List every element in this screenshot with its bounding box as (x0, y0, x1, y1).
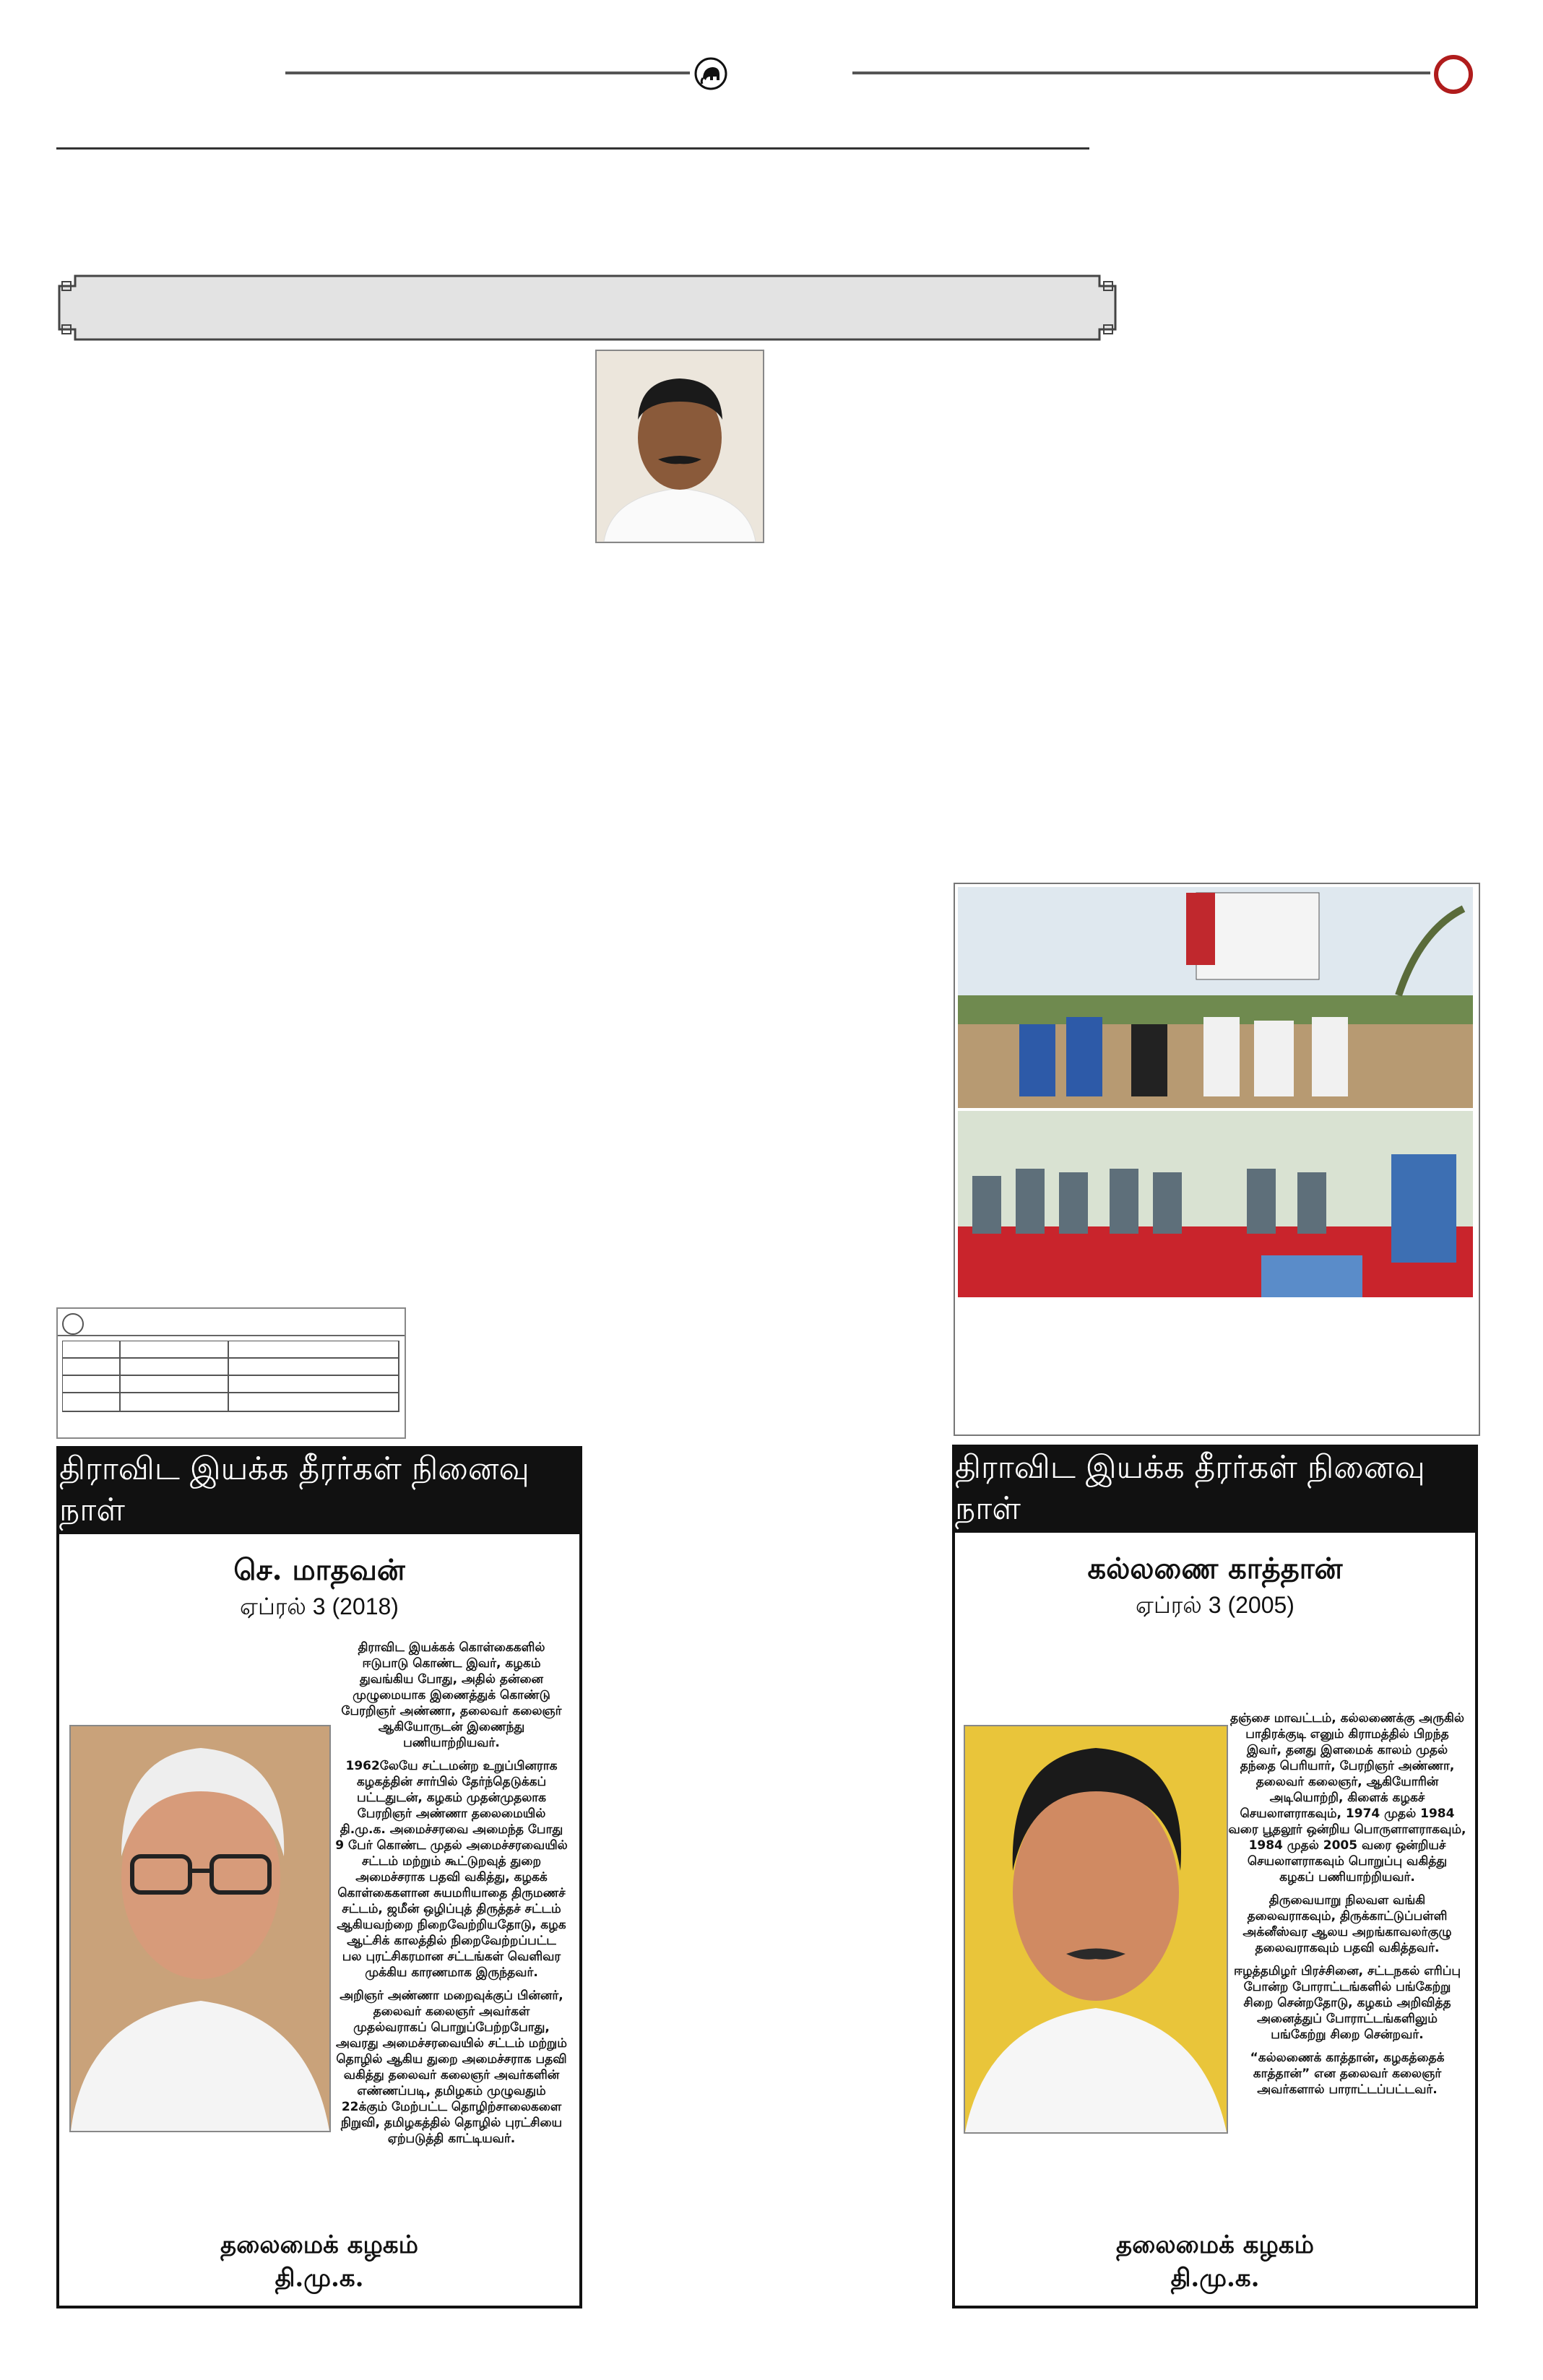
data-table-box (56, 1307, 406, 1439)
banner-frame (56, 273, 1118, 342)
person-name: கல்லணை காத்தான் (1087, 1552, 1343, 1585)
header-rule-right (852, 72, 1430, 74)
section-rule (56, 147, 1089, 150)
bio-paragraph: 1962லேயே சட்டமன்ற உறுப்பினராக கழகத்தின் சார்பில் தேர்ந்தெடுக்கப் பட்டதுடன், கழகம் முதன்முதலாக பேரறிஞர் அண்ணா தலைமையில் தி.மு.க. அமைச்சரவை அமைந்த போது 9 பேர் கொண்ட முதல் அமைச்சரவையில் சட்டம் மற்றும் கூட்டுறவுத் துறை அமைச்சராக பதவி வகித்து, கழகக் கொள்கைகளான சுயமரியாதை திருமணச் சட்டம், ஜமீன் ஒழிப்புத் திருத்தச் சட்டம் ஆகியவற்றை நிறைவேற்றியதோடு, கழக ஆட்சிக் காலத்தில் நிறைவேற்றப்பட்ட பல புரட்சிகரமான சட்டங்கள் வெளிவர முக்கிய காரணமாக இருந்தவர். (335, 1759, 568, 1980)
signature-line-1: தலைமைக் கழகம் (1116, 2230, 1314, 2259)
event-photo-lower (958, 1111, 1473, 1297)
page-marker-icon (1434, 55, 1473, 94)
leader-portrait-photo (595, 350, 764, 543)
bio-paragraph: திராவிட இயக்கக் கொள்கைகளில் ஈடுபாடு கொண்ட இவர், கழகம் துவங்கிய போது, அதில் தன்னை முழுமையாக இணைத்துக் கொண்டு பேரறிஞர் அண்ணா, தலைவர் கலைஞர் ஆகியோருடன் இணைந்து பணியாற்றியவர். (341, 1640, 562, 1750)
memorial-card-2 (952, 1445, 1478, 2308)
person-photo (964, 1725, 1228, 2134)
memorial-card-1 (56, 1446, 582, 2308)
person-biography (335, 1640, 568, 2154)
header-rule-left (285, 72, 690, 74)
bio-paragraph: “கல்லணைக் காத்தான், கழகத்தைக் காத்தான்” என தலைவர் கலைஞர் அவர்களால் பாராட்டப்பட்டவர். (1250, 2051, 1445, 2097)
memorial-date: ஏப்ரல் 3 (2005) (1136, 1592, 1295, 1618)
card-heading: திராவிட இயக்க தீரர்கள் நினைவு நாள் (955, 1448, 1475, 1533)
signature-line-2: தி.மு.க. (275, 2264, 364, 2293)
person-name: செ. மாதவன் (233, 1553, 405, 1587)
bio-paragraph: அறிஞர் அண்ணா மறைவுக்குப் பின்னர், தலைவர் கலைஞர் அவர்கள் முதல்வராகப் பொறுப்பேற்றபோது, அவரது அமைச்சரவையில் சட்டம் மற்றும் தொழில் ஆகிய துறை அமைச்சராக பதவி வகித்து தலைவர் கலைஞர் அவர்களின் எண்ணப்படி, தமிழகம் முழுவதும் 22க்கும் மேற்பட்ட தொழிற்சாலைகளை நிறுவி, தமிழகத்தில் தொழில் புரட்சியை ஏற்படுத்தி காட்டியவர். (336, 1989, 567, 2146)
card-heading: திராவிட இயக்க தீரர்கள் நினைவு நாள் (59, 1449, 579, 1534)
person-photo (69, 1725, 331, 2132)
signature-line-2: தி.மு.க. (1170, 2264, 1260, 2293)
signature-line-1: தலைமைக் கழகம் (220, 2230, 418, 2259)
event-photo-upper (958, 887, 1473, 1108)
table-logo-icon (62, 1313, 84, 1335)
bio-paragraph: ஈழத்தமிழர் பிரச்சினை, சட்டநகல் எரிப்பு போன்ற போராட்டங்களில் பங்கேற்று சிறை சென்றதோடு, கழகம் அறிவித்த அனைத்துப் போராட்டங்களிலும் பங்கேற்று சிறை சென்றவர். (1233, 1964, 1461, 2042)
elephant-emblem-icon (693, 56, 728, 91)
person-biography (1228, 1710, 1466, 2105)
memorial-date: ஏப்ரல் 3 (2018) (240, 1593, 399, 1619)
bio-paragraph: தஞ்சை மாவட்டம், கல்லணைக்கு அருகில் பாதிரக்குடி எனும் கிராமத்தில் பிறந்த இவர், தனது இளமைக் காலம் முதல் தந்தை பெரியார், பேரறிஞர் அண்ணா, தலைவர் கலைஞர், ஆகியோரின் அடியொற்றி, கிளைக் கழகச் செயலாளராகவும், 1974 முதல் 1984 வரை பூதலூர் ஒன்றிய பொருளாளராகவும், 1984 முதல் 2005 வரை ஒன்றியச் செயலாளராகவும் பொறுப்பு வகித்து கழகப் பணியாற்றியவர். (1228, 1711, 1466, 1884)
bio-paragraph: திருவையாறு நிலவள வங்கி தலைவராகவும், திருக்காட்டுப்பள்ளி அக்னீஸ்வர ஆலய அறங்காவலர்குழு தலைவராகவும் பதவி வகித்தவர். (1242, 1893, 1452, 1955)
